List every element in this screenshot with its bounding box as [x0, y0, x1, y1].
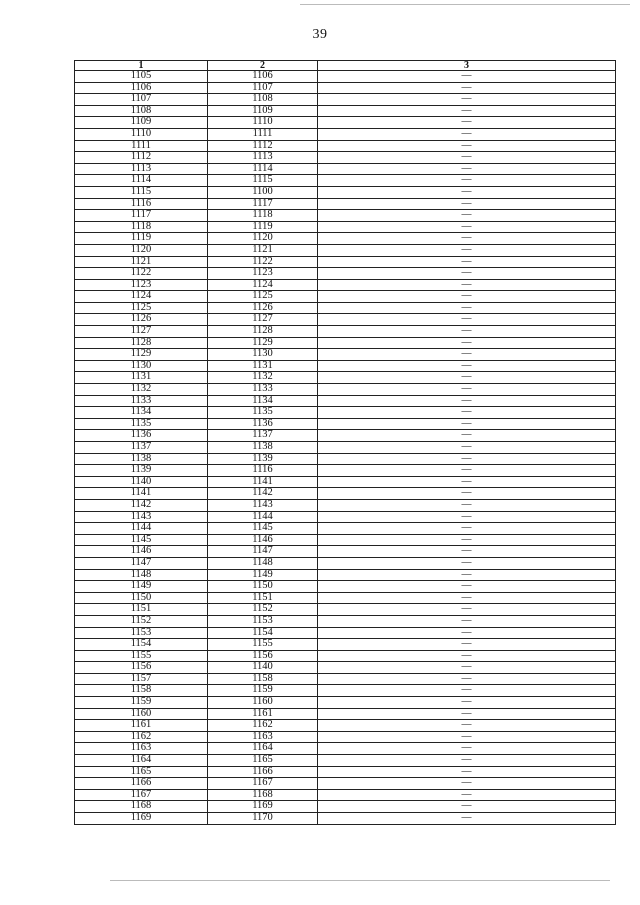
table-cell-col1: 1161 — [75, 720, 208, 732]
table-cell-col2: 1134 — [208, 395, 318, 407]
table-cell-col3: — — [318, 152, 616, 164]
table-cell-col2: 1112 — [208, 140, 318, 152]
table-cell-col2: 1129 — [208, 337, 318, 349]
table-cell-col1: 1109 — [75, 117, 208, 129]
table-cell-col2: 1155 — [208, 639, 318, 651]
table-cell-col3: — — [318, 430, 616, 442]
table-cell-col3: — — [318, 140, 616, 152]
table-cell-col1: 1158 — [75, 685, 208, 697]
table-row — [75, 407, 616, 419]
table-cell-col3: — — [318, 662, 616, 674]
table-cell-col3: — — [318, 105, 616, 117]
table-cell-col2: 1167 — [208, 778, 318, 790]
table-row — [75, 801, 616, 813]
table-row — [75, 302, 616, 314]
table-cell-col1: 1110 — [75, 128, 208, 140]
table-cell-col3: — — [318, 372, 616, 384]
table-row — [75, 743, 616, 755]
table-cell-col3: — — [318, 720, 616, 732]
table-cell-col1: 1119 — [75, 233, 208, 245]
table-cell-col2: 1128 — [208, 326, 318, 338]
table-cell-col3: — — [318, 627, 616, 639]
table-cell-col2: 1163 — [208, 731, 318, 743]
table-cell-col3: — — [318, 314, 616, 326]
table-cell-col3: — — [318, 418, 616, 430]
table-cell-col1: 1169 — [75, 813, 208, 825]
table-cell-col2: 1136 — [208, 418, 318, 430]
table-cell-col3: — — [318, 349, 616, 361]
table-cell-col2: 1114 — [208, 163, 318, 175]
table-cell-col1: 1118 — [75, 221, 208, 233]
table-cell-col3: — — [318, 291, 616, 303]
table-row — [75, 685, 616, 697]
table-row — [75, 592, 616, 604]
table-cell-col1: 1152 — [75, 615, 208, 627]
table-cell-col2: 1160 — [208, 697, 318, 709]
table-cell-col3: — — [318, 499, 616, 511]
table-cell-col2: 1100 — [208, 186, 318, 198]
table-cell-col3: — — [318, 755, 616, 767]
table-row — [75, 546, 616, 558]
table-cell-col3: — — [318, 71, 616, 83]
table-cell-col1: 1165 — [75, 766, 208, 778]
table-row — [75, 233, 616, 245]
table-cell-col1: 1155 — [75, 650, 208, 662]
table-row — [75, 291, 616, 303]
table-cell-col3: — — [318, 639, 616, 651]
table-cell-col2: 1147 — [208, 546, 318, 558]
table-cell-col3: — — [318, 395, 616, 407]
table-row — [75, 581, 616, 593]
table-row — [75, 465, 616, 477]
table-row — [75, 766, 616, 778]
table-header — [75, 61, 616, 71]
table-cell-col1: 1117 — [75, 210, 208, 222]
table-cell-col1: 1141 — [75, 488, 208, 500]
table-cell-col3: — — [318, 326, 616, 338]
table-cell-col1: 1107 — [75, 94, 208, 106]
table-cell-col3: — — [318, 801, 616, 813]
table-row — [75, 813, 616, 825]
table-cell-col1: 1127 — [75, 326, 208, 338]
table-cell-col2: 1118 — [208, 210, 318, 222]
table-cell-col3: — — [318, 407, 616, 419]
table-row — [75, 71, 616, 83]
table-row — [75, 395, 616, 407]
table-cell-col2: 1137 — [208, 430, 318, 442]
table-row — [75, 221, 616, 233]
table-cell-col1: 1128 — [75, 337, 208, 349]
table-cell-col1: 1116 — [75, 198, 208, 210]
table-cell-col3: — — [318, 743, 616, 755]
table-cell-col2: 1169 — [208, 801, 318, 813]
table-cell-col2: 1143 — [208, 499, 318, 511]
table-cell-col3: — — [318, 268, 616, 280]
table-row — [75, 534, 616, 546]
table-cell-col1: 1146 — [75, 546, 208, 558]
table-cell-col1: 1154 — [75, 639, 208, 651]
table-row — [75, 268, 616, 280]
table-row — [75, 476, 616, 488]
table-cell-col3: — — [318, 604, 616, 616]
table-cell-col2: 1162 — [208, 720, 318, 732]
table-cell-col3: — — [318, 708, 616, 720]
table-cell-col2: 1124 — [208, 279, 318, 291]
table-cell-col1: 1150 — [75, 592, 208, 604]
table-cell-col2: 1166 — [208, 766, 318, 778]
table-cell-col1: 1137 — [75, 442, 208, 454]
table-cell-col1: 1162 — [75, 731, 208, 743]
table-row — [75, 360, 616, 372]
table-cell-col1: 1157 — [75, 673, 208, 685]
table-row — [75, 372, 616, 384]
table-cell-col3: — — [318, 557, 616, 569]
table-row — [75, 615, 616, 627]
table-row — [75, 453, 616, 465]
table-cell-col1: 1145 — [75, 534, 208, 546]
table-cell-col3: — — [318, 592, 616, 604]
table-cell-col2: 1133 — [208, 384, 318, 396]
table-cell-col2: 1170 — [208, 813, 318, 825]
table-cell-col3: — — [318, 488, 616, 500]
table-cell-col2: 1142 — [208, 488, 318, 500]
table-cell-col3: — — [318, 673, 616, 685]
table-cell-col2: 1121 — [208, 244, 318, 256]
table-cell-col1: 1153 — [75, 627, 208, 639]
table-cell-col1: 1126 — [75, 314, 208, 326]
table-cell-col3: — — [318, 453, 616, 465]
table-cell-col2: 1127 — [208, 314, 318, 326]
page-number: 39 — [312, 27, 328, 42]
table-cell-col3: — — [318, 546, 616, 558]
table-row — [75, 499, 616, 511]
table-cell-col2: 1158 — [208, 673, 318, 685]
table-cell-col3: — — [318, 233, 616, 245]
table-cell-col1: 1163 — [75, 743, 208, 755]
table-cell-col2: 1151 — [208, 592, 318, 604]
table-cell-col2: 1164 — [208, 743, 318, 755]
table-header-row — [75, 61, 616, 71]
table-row — [75, 163, 616, 175]
data-table — [74, 60, 616, 825]
table-cell-col1: 1115 — [75, 186, 208, 198]
table-row — [75, 279, 616, 291]
table-row — [75, 488, 616, 500]
table-cell-col3: — — [318, 569, 616, 581]
table-cell-col1: 1106 — [75, 82, 208, 94]
table-cell-col1: 1144 — [75, 523, 208, 535]
table-cell-col3: — — [318, 685, 616, 697]
table-cell-col3: — — [318, 360, 616, 372]
table-cell-col2: 1149 — [208, 569, 318, 581]
table-row — [75, 314, 616, 326]
table-row — [75, 418, 616, 430]
table-row — [75, 337, 616, 349]
table-cell-col1: 1134 — [75, 407, 208, 419]
table-cell-col2: 1148 — [208, 557, 318, 569]
table-cell-col1: 1138 — [75, 453, 208, 465]
table-row — [75, 117, 616, 129]
table-cell-col3: — — [318, 778, 616, 790]
table-cell-col1: 1147 — [75, 557, 208, 569]
table-cell-col2: 1132 — [208, 372, 318, 384]
table-row — [75, 627, 616, 639]
table-cell-col3: — — [318, 302, 616, 314]
table-row — [75, 105, 616, 117]
table-cell-col3: — — [318, 442, 616, 454]
table-cell-col1: 1140 — [75, 476, 208, 488]
table-row — [75, 384, 616, 396]
table-cell-col3: — — [318, 244, 616, 256]
table-cell-col1: 1113 — [75, 163, 208, 175]
table-row — [75, 650, 616, 662]
column-header-2: 2 — [208, 61, 318, 71]
column-header-1: 1 — [75, 61, 208, 71]
table-cell-col1: 1129 — [75, 349, 208, 361]
table-cell-col2: 1106 — [208, 71, 318, 83]
table-row — [75, 731, 616, 743]
table-cell-col1: 1130 — [75, 360, 208, 372]
table-cell-col1: 1120 — [75, 244, 208, 256]
table-cell-col2: 1135 — [208, 407, 318, 419]
table-row — [75, 82, 616, 94]
table-cell-col3: — — [318, 175, 616, 187]
table-cell-col2: 1156 — [208, 650, 318, 662]
table-cell-col3: — — [318, 337, 616, 349]
table-cell-col3: — — [318, 476, 616, 488]
table-cell-col1: 1108 — [75, 105, 208, 117]
table-row — [75, 639, 616, 651]
table-cell-col2: 1159 — [208, 685, 318, 697]
table-cell-col3: — — [318, 789, 616, 801]
table-row — [75, 256, 616, 268]
table-cell-col2: 1115 — [208, 175, 318, 187]
table-row — [75, 778, 616, 790]
table-row — [75, 720, 616, 732]
table-cell-col1: 1143 — [75, 511, 208, 523]
table-cell-col1: 1123 — [75, 279, 208, 291]
table-row — [75, 523, 616, 535]
table-cell-col3: — — [318, 384, 616, 396]
table-cell-col2: 1144 — [208, 511, 318, 523]
table-cell-col2: 1113 — [208, 152, 318, 164]
table-cell-col1: 1142 — [75, 499, 208, 511]
table-cell-col2: 1150 — [208, 581, 318, 593]
table-cell-col2: 1109 — [208, 105, 318, 117]
table-row — [75, 175, 616, 187]
table-row — [75, 442, 616, 454]
table-row — [75, 326, 616, 338]
table-cell-col1: 1164 — [75, 755, 208, 767]
table-cell-col2: 1119 — [208, 221, 318, 233]
table-cell-col3: — — [318, 128, 616, 140]
table-cell-col3: — — [318, 615, 616, 627]
table-cell-col3: — — [318, 813, 616, 825]
table-cell-col3: — — [318, 511, 616, 523]
table-cell-col2: 1138 — [208, 442, 318, 454]
table-row — [75, 430, 616, 442]
table-cell-col2: 1116 — [208, 465, 318, 477]
table-row — [75, 604, 616, 616]
table-cell-col2: 1139 — [208, 453, 318, 465]
table-row — [75, 140, 616, 152]
table-cell-col1: 1149 — [75, 581, 208, 593]
table-cell-col3: — — [318, 117, 616, 129]
scan-artifact-top — [300, 4, 630, 5]
table-cell-col2: 1165 — [208, 755, 318, 767]
table-cell-col2: 1122 — [208, 256, 318, 268]
table-cell-col3: — — [318, 163, 616, 175]
table-cell-col1: 1168 — [75, 801, 208, 813]
table-cell-col3: — — [318, 256, 616, 268]
table-cell-col1: 1124 — [75, 291, 208, 303]
table-cell-col2: 1141 — [208, 476, 318, 488]
table-cell-col1: 1159 — [75, 697, 208, 709]
table-row — [75, 244, 616, 256]
table-cell-col1: 1139 — [75, 465, 208, 477]
table-cell-col3: — — [318, 534, 616, 546]
table-cell-col3: — — [318, 766, 616, 778]
table-row — [75, 662, 616, 674]
table-cell-col1: 1111 — [75, 140, 208, 152]
table-cell-col3: — — [318, 198, 616, 210]
table-row — [75, 708, 616, 720]
table-cell-col2: 1152 — [208, 604, 318, 616]
table-cell-col1: 1166 — [75, 778, 208, 790]
table-row — [75, 186, 616, 198]
table-row — [75, 697, 616, 709]
table-cell-col1: 1167 — [75, 789, 208, 801]
table-cell-col3: — — [318, 465, 616, 477]
table-row — [75, 789, 616, 801]
table-cell-col2: 1168 — [208, 789, 318, 801]
table-cell-col3: — — [318, 94, 616, 106]
table-cell-col2: 1111 — [208, 128, 318, 140]
scan-artifact-bottom — [110, 880, 610, 881]
table-row — [75, 511, 616, 523]
table-cell-col2: 1107 — [208, 82, 318, 94]
table-cell-col3: — — [318, 523, 616, 535]
table-cell-col2: 1131 — [208, 360, 318, 372]
table-cell-col1: 1121 — [75, 256, 208, 268]
column-header-3: 3 — [318, 61, 616, 71]
table-cell-col2: 1117 — [208, 198, 318, 210]
table-cell-col2: 1145 — [208, 523, 318, 535]
table-row — [75, 673, 616, 685]
table-cell-col1: 1114 — [75, 175, 208, 187]
table-cell-col3: — — [318, 82, 616, 94]
table-body — [75, 71, 616, 825]
table-cell-col1: 1112 — [75, 152, 208, 164]
table-cell-col3: — — [318, 581, 616, 593]
table-cell-col2: 1153 — [208, 615, 318, 627]
table-cell-col2: 1110 — [208, 117, 318, 129]
table-cell-col2: 1108 — [208, 94, 318, 106]
table-cell-col3: — — [318, 697, 616, 709]
table-cell-col1: 1105 — [75, 71, 208, 83]
table-row — [75, 94, 616, 106]
table-cell-col3: — — [318, 186, 616, 198]
table-cell-col1: 1135 — [75, 418, 208, 430]
table-cell-col3: — — [318, 221, 616, 233]
table-cell-col2: 1125 — [208, 291, 318, 303]
table-cell-col2: 1123 — [208, 268, 318, 280]
table-row — [75, 128, 616, 140]
table-cell-col2: 1146 — [208, 534, 318, 546]
table-cell-col1: 1151 — [75, 604, 208, 616]
table-cell-col1: 1122 — [75, 268, 208, 280]
table-row — [75, 349, 616, 361]
table-cell-col3: — — [318, 731, 616, 743]
table-row — [75, 755, 616, 767]
table-row — [75, 152, 616, 164]
table-cell-col2: 1120 — [208, 233, 318, 245]
table-cell-col3: — — [318, 650, 616, 662]
table-cell-col2: 1161 — [208, 708, 318, 720]
table-cell-col1: 1148 — [75, 569, 208, 581]
table-row — [75, 569, 616, 581]
table-cell-col1: 1156 — [75, 662, 208, 674]
table-cell-col2: 1126 — [208, 302, 318, 314]
table-row — [75, 210, 616, 222]
table-cell-col1: 1131 — [75, 372, 208, 384]
table-cell-col1: 1132 — [75, 384, 208, 396]
table-cell-col1: 1160 — [75, 708, 208, 720]
table-cell-col1: 1133 — [75, 395, 208, 407]
table-cell-col2: 1140 — [208, 662, 318, 674]
table-cell-col3: — — [318, 279, 616, 291]
table-cell-col1: 1125 — [75, 302, 208, 314]
table-cell-col2: 1130 — [208, 349, 318, 361]
table-row — [75, 198, 616, 210]
table-row — [75, 557, 616, 569]
table-cell-col2: 1154 — [208, 627, 318, 639]
table-cell-col1: 1136 — [75, 430, 208, 442]
table-cell-col3: — — [318, 210, 616, 222]
